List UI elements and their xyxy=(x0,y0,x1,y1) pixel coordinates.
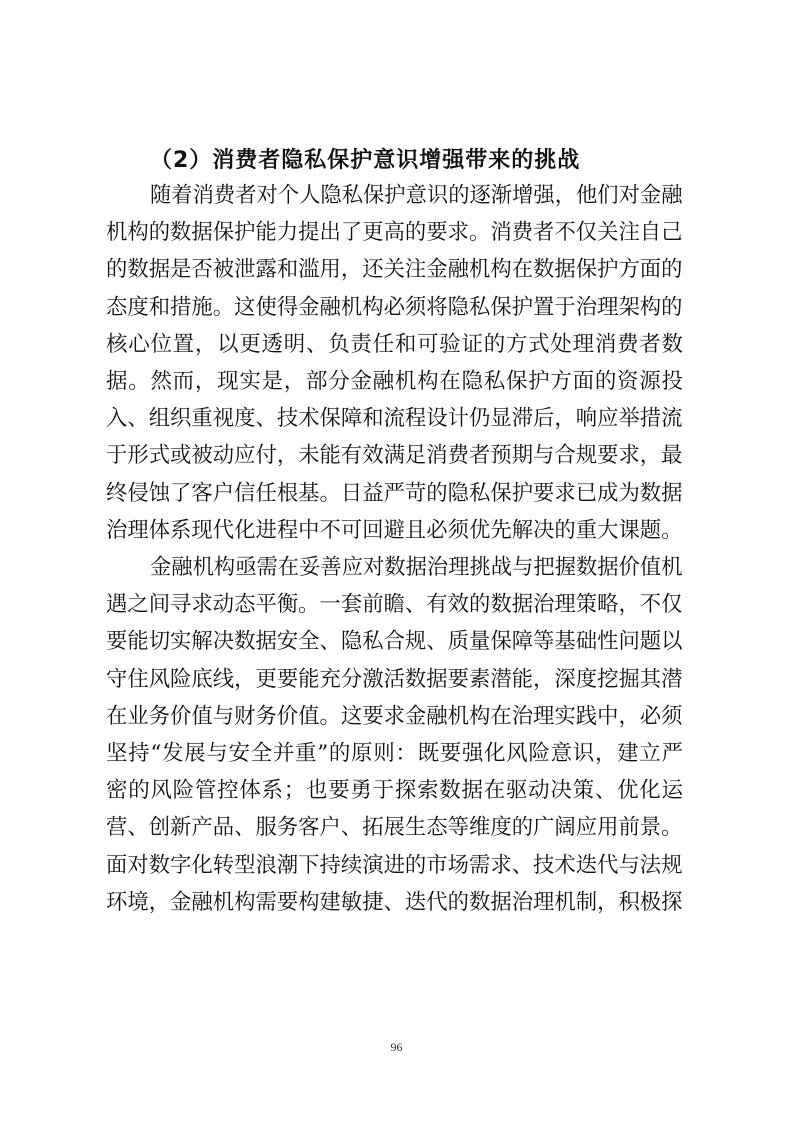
paragraph-line-text: 核心位置，以更透明、负责任和可验证的方式处理消费者数 xyxy=(106,331,683,357)
section-heading: （2）消费者隐私保护意识增强带来的挑战 xyxy=(150,148,581,173)
paragraph-line-text: 据。然而，现实是，部分金融机构在隐私保护方面的资源投 xyxy=(106,369,683,394)
page-number: 96 xyxy=(390,1040,403,1054)
paragraph-line-text: 于形式或被动应付，未能有效满足消费者预期与合规要求，最 xyxy=(106,443,683,469)
paragraph-line-text: 坚持“发展与安全并重”的原则：既要强化风险意识，建立严 xyxy=(106,741,683,766)
paragraph-line-text: 遇之间寻求动态平衡。一套前瞻、有效的数据治理策略，不仅 xyxy=(106,592,683,618)
paragraph-line-text: 终侵蚀了客户信任根基。日益严苛的隐私保护要求已成为数据 xyxy=(106,480,683,506)
paragraph-line-text: 机构的数据保护能力提出了更高的要求。消费者不仅关注自己 xyxy=(106,220,683,246)
paragraph-line-text: 营、创新产品、服务客户、拓展生态等维度的广阔应用前景。 xyxy=(106,815,683,841)
paragraph-line-text: 面对数字化转型浪潮下持续演进的市场需求、技术迭代与法规 xyxy=(106,852,683,878)
paragraph-line-text: 的数据是否被泄露和滥用，还关注金融机构在数据保护方面的 xyxy=(106,257,683,283)
paragraph-line-text: 随着消费者对个人隐私保护意识的逐渐增强，他们对金融 xyxy=(150,183,683,208)
paragraph-line-text: 环境，金融机构需要构建敏捷、迭代的数据治理机制，积极探 xyxy=(106,889,683,915)
paragraph-line-text: 在业务价值与财务价值。这要求金融机构在治理实践中，必须 xyxy=(106,703,683,729)
paragraph-line-text: 守住风险底线，更要能充分激活数据要素潜能，深度挖掘其潜 xyxy=(106,666,683,692)
paragraph-line-text: 密的风险管控体系；也要勇于探索数据在驱动决策、优化运 xyxy=(106,778,683,804)
paragraph-line-text: 入、组织重视度、技术保障和流程设计仍显滞后，响应举措流 xyxy=(106,406,683,432)
paragraph-line-text: 要能切实解决数据安全、隐私合规、质量保障等基础性问题以 xyxy=(106,629,683,655)
paragraph-line-text: 治理体系现代化进程中不可回避且必须优先解决的重大课题。 xyxy=(106,517,683,543)
paragraph-line-text: 金融机构亟需在妥善应对数据治理挑战与把握数据价值机 xyxy=(150,555,683,580)
paragraph-line-text: 态度和措施。这使得金融机构必须将隐私保护置于治理架构的 xyxy=(106,294,683,320)
